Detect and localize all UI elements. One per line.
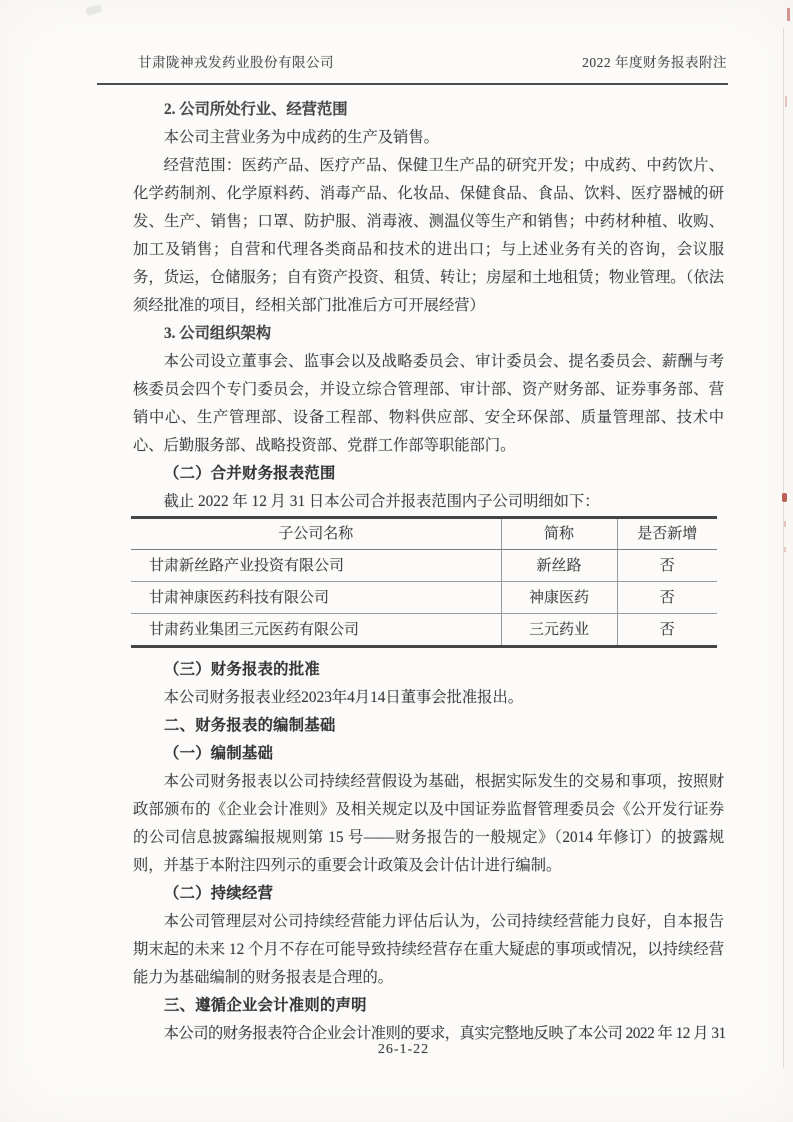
paragraph-preparation-basis: 本公司财务报表以公司持续经营假设为基础，根据实际发生的交易和事项，按照财政部颁布的《企业会计准则》及相关规定以及中国证券监督管理委员会《公开发行证券的公司信息披露编报规则第 15 号——财务报告的一般规定》（2014 年修订）的披露规则，并基于本附注四列示的重要会计政策及会计估计进行编制。 [133, 773, 724, 874]
subsidiary-name-cell: 甘肃新丝路产业投资有限公司 [131, 550, 501, 582]
document-body [133, 96, 724, 1048]
red-edge-mark [782, 493, 787, 502]
paragraph-going-concern: 本公司管理层对公司持续经营能力评估后认为，公司持续经营能力良好，自本报告期末起的未来 12 个月不存在可能导致持续经营存在重大疑虑的事项或情况，以持续经营能力为基础编制的财务报表是合理的。 [133, 913, 724, 986]
heading-preparation-basis-section: 二、财务报表的编制基础 [164, 717, 336, 734]
page-footer [0, 1042, 793, 1058]
heading-consolidation-scope: （二）合并财务报表范围 [164, 465, 336, 482]
table-row [131, 550, 717, 582]
paragraph-business-scope: 经营范围：医药产品、医疗产品、保健卫生产品的研究开发；中成药、中药饮片、化学药制剂、化学原料药、消毒产品、化妆品、保健食品、食品、饮料、医疗器械的研发、生产、销售；口罩、防护服、消毒液、测温仪等生产和销售；中药材种植、收购、加工及销售；自营和代理各类商品和技术的进出口；与上述业务有关的咨询，会议服务，货运，仓储服务；自有资产投资、租赁、转让；房屋和土地租赁；物业管理。（依法须经批准的项目，经相关部门批准后方可开展经营） [133, 157, 724, 314]
paragraph-org-structure: 本公司设立董事会、监事会以及战略委员会、审计委员会、提名委员会、薪酬与考核委员会四个专门委员会，并设立综合管理部、审计部、资产财务部、证券事务部、营销中心、生产管理部、设备工程部、物料供应部、安全环保部、质量管理部、技术中心、后勤服务部、战略投资部、党群工作部等职能部门。 [133, 353, 724, 454]
short-name-cell: 神康医药 [501, 582, 617, 614]
paragraph-main-business: 本公司主营业务为中成药的生产及销售。 [163, 129, 439, 146]
newly-added-cell: 否 [617, 582, 717, 614]
column-header-subsidiary-name: 子公司名称 [131, 518, 501, 550]
paragraph-consolidation-intro: 截止 2022 年 12 月 31 日本公司合并报表范围内子公司明细如下： [163, 493, 600, 510]
table-row [131, 614, 717, 647]
table-header-row [131, 518, 717, 550]
heading-going-concern: （二）持续经营 [164, 885, 274, 902]
subsidiaries-table [131, 516, 717, 648]
short-name-cell: 新丝路 [501, 550, 617, 582]
page-header [97, 51, 727, 71]
newly-added-cell: 否 [617, 550, 717, 582]
red-edge-mark [784, 521, 786, 527]
header-company-name: 甘肃陇神戎发药业股份有限公司 [138, 55, 334, 70]
column-header-newly-added: 是否新增 [617, 518, 717, 550]
heading-org-structure: 3. 公司组织架构 [164, 325, 272, 342]
column-header-short-name: 简称 [501, 518, 617, 550]
short-name-cell: 三元药业 [501, 614, 617, 647]
subsidiary-name-cell: 甘肃药业集团三元医药有限公司 [149, 621, 360, 638]
header-doc-title: 2022 年度财务报表附注 [582, 55, 727, 70]
scan-smudge [85, 4, 103, 17]
paragraph-statement-approval: 本公司财务报表业经2023年4月14日董事会批准报出。 [163, 689, 524, 706]
header-rule [97, 83, 728, 85]
heading-compliance-statement: 三、遵循企业会计准则的声明 [164, 997, 367, 1014]
heading-preparation-basis: （一）编制基础 [164, 745, 274, 762]
table-row [131, 582, 717, 614]
subsidiary-name-cell: 甘肃神康医药科技有限公司 [131, 582, 501, 614]
heading-industry-scope: 2. 公司所处行业、经营范围 [164, 101, 348, 118]
heading-statement-approval: （三）财务报表的批准 [164, 661, 320, 678]
red-edge-mark [787, 8, 790, 21]
paragraph-compliance-statement: 本公司的财务报表符合企业会计准则的要求，真实完整地反映了本公司 2022 年 12 月 31 [163, 1025, 726, 1042]
red-edge-mark [785, 96, 787, 107]
red-edge-mark [784, 547, 786, 552]
newly-added-cell: 否 [617, 614, 717, 647]
page-number: 26-1-22 [377, 1042, 430, 1057]
